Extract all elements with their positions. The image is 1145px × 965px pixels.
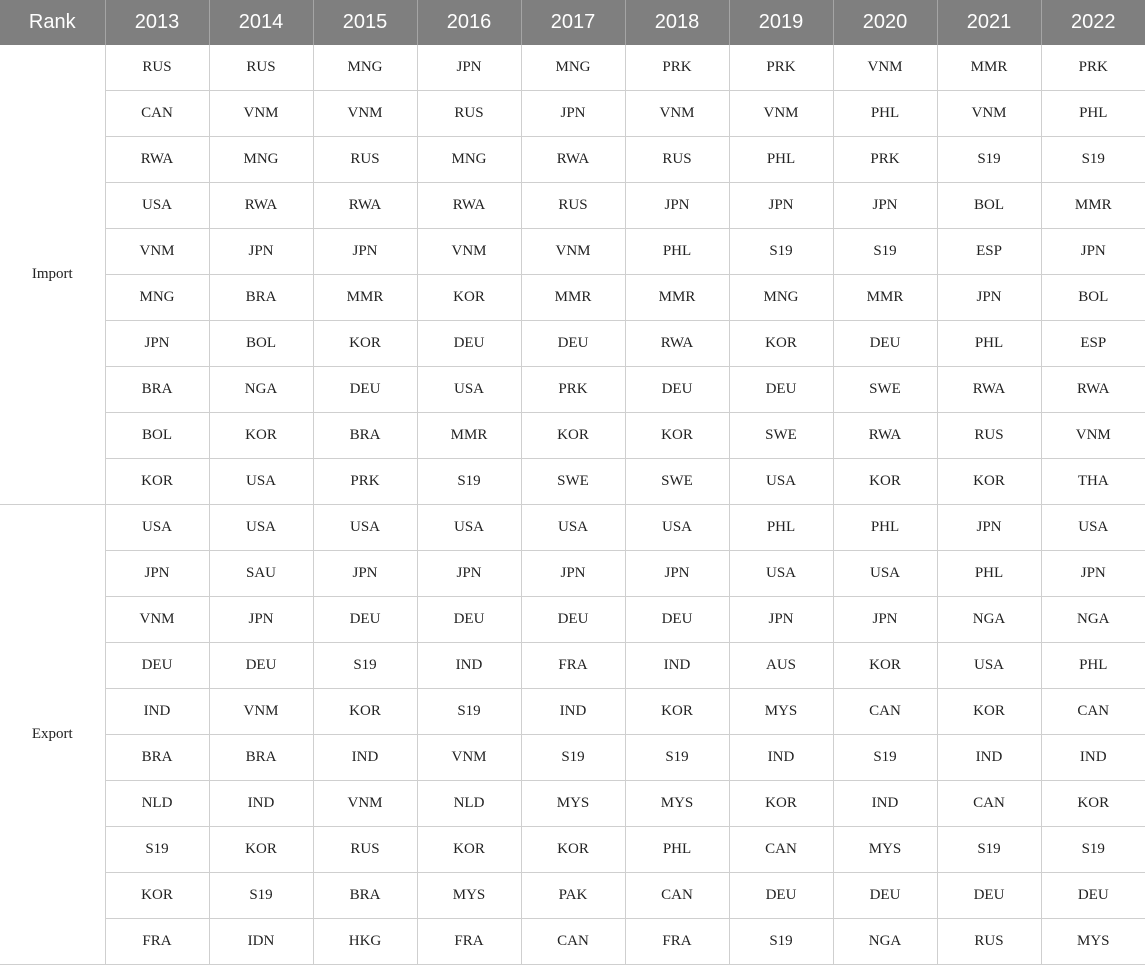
header-year: 2015 — [313, 0, 417, 45]
table-cell: DEU — [833, 873, 937, 919]
table-cell: NLD — [417, 781, 521, 827]
table-cell: MMR — [1041, 183, 1145, 229]
table-cell: MNG — [209, 137, 313, 183]
table-cell: JPN — [833, 597, 937, 643]
table-cell: JPN — [521, 551, 625, 597]
table-cell: RUS — [521, 183, 625, 229]
header-year: 2020 — [833, 0, 937, 45]
table-cell: RUS — [209, 45, 313, 91]
table-row — [0, 45, 1145, 91]
table-cell: CAN — [937, 781, 1041, 827]
table-cell: IND — [937, 735, 1041, 781]
table-cell: IND — [625, 643, 729, 689]
table-cell: S19 — [1041, 137, 1145, 183]
table-cell: VNM — [105, 229, 209, 275]
table-cell: VNM — [105, 597, 209, 643]
table-cell: PRK — [313, 459, 417, 505]
table-row — [0, 137, 1145, 183]
table-cell: VNM — [729, 91, 833, 137]
table-cell: KOR — [521, 827, 625, 873]
table-cell: MYS — [729, 689, 833, 735]
table-row — [0, 919, 1145, 965]
table-cell: MMR — [937, 45, 1041, 91]
table-cell: BOL — [937, 183, 1041, 229]
table-cell: JPN — [1041, 229, 1145, 275]
table-cell: S19 — [417, 459, 521, 505]
table-cell: BRA — [313, 413, 417, 459]
table-cell: RWA — [625, 321, 729, 367]
table-cell: S19 — [209, 873, 313, 919]
table-cell: PAK — [521, 873, 625, 919]
table-cell: CAN — [729, 827, 833, 873]
table-row — [0, 183, 1145, 229]
table-cell: CAN — [833, 689, 937, 735]
table-cell: DEU — [521, 321, 625, 367]
table-cell: RWA — [937, 367, 1041, 413]
table-header — [0, 0, 1145, 45]
table-cell: PRK — [625, 45, 729, 91]
table-cell: DEU — [417, 321, 521, 367]
table-cell: FRA — [105, 919, 209, 965]
table-cell: KOR — [521, 413, 625, 459]
table-cell: RWA — [417, 183, 521, 229]
table-cell: KOR — [313, 689, 417, 735]
table-cell: S19 — [521, 735, 625, 781]
header-rank: Rank — [0, 0, 105, 45]
table-row — [0, 275, 1145, 321]
table-cell: VNM — [937, 91, 1041, 137]
table-cell: MNG — [105, 275, 209, 321]
table-row — [0, 413, 1145, 459]
table-cell: JPN — [105, 321, 209, 367]
table-cell: SWE — [521, 459, 625, 505]
table-cell: VNM — [313, 91, 417, 137]
table-cell: JPN — [105, 551, 209, 597]
table-cell: CAN — [521, 919, 625, 965]
table-cell: USA — [1041, 505, 1145, 551]
table-cell: S19 — [625, 735, 729, 781]
table-cell: S19 — [937, 827, 1041, 873]
table-row — [0, 459, 1145, 505]
table-cell: KOR — [417, 275, 521, 321]
table-cell: IND — [1041, 735, 1145, 781]
table-cell: USA — [729, 551, 833, 597]
table-cell: KOR — [209, 827, 313, 873]
table-cell: THA — [1041, 459, 1145, 505]
table-cell: BOL — [209, 321, 313, 367]
table-cell: JPN — [313, 229, 417, 275]
table-cell: KOR — [833, 459, 937, 505]
table-cell: CAN — [625, 873, 729, 919]
table-cell: MYS — [625, 781, 729, 827]
table-cell: JPN — [1041, 551, 1145, 597]
table-cell: USA — [521, 505, 625, 551]
table-cell: MYS — [833, 827, 937, 873]
table-cell: JPN — [417, 45, 521, 91]
table-cell: RWA — [833, 413, 937, 459]
table-cell: DEU — [313, 367, 417, 413]
header-year: 2018 — [625, 0, 729, 45]
table-cell: MMR — [521, 275, 625, 321]
table-cell: PHL — [625, 827, 729, 873]
table-cell: RUS — [937, 919, 1041, 965]
table-cell: MNG — [313, 45, 417, 91]
table-cell: JPN — [729, 597, 833, 643]
table-cell: PHL — [1041, 91, 1145, 137]
table-cell: IND — [105, 689, 209, 735]
table-row — [0, 735, 1145, 781]
table-cell: VNM — [313, 781, 417, 827]
table-cell: FRA — [625, 919, 729, 965]
table-cell: NGA — [209, 367, 313, 413]
header-row — [0, 0, 1145, 45]
table-cell: PHL — [1041, 643, 1145, 689]
table-cell: JPN — [209, 597, 313, 643]
table-cell: IND — [729, 735, 833, 781]
table-cell: USA — [105, 183, 209, 229]
table-cell: S19 — [313, 643, 417, 689]
table-cell: DEU — [1041, 873, 1145, 919]
table-cell: BRA — [209, 735, 313, 781]
table-cell: MYS — [1041, 919, 1145, 965]
table-cell: S19 — [833, 735, 937, 781]
table-cell: JPN — [729, 183, 833, 229]
table-cell: JPN — [521, 91, 625, 137]
table-cell: PHL — [937, 321, 1041, 367]
table-cell: DEU — [313, 597, 417, 643]
table-cell: KOR — [209, 413, 313, 459]
table-cell: KOR — [313, 321, 417, 367]
group-label-import: Import — [0, 45, 105, 505]
table-cell: KOR — [417, 827, 521, 873]
table-cell: MNG — [417, 137, 521, 183]
table-cell: FRA — [417, 919, 521, 965]
table-cell: DEU — [105, 643, 209, 689]
table-cell: DEU — [937, 873, 1041, 919]
table-cell: DEU — [625, 597, 729, 643]
table-cell: MMR — [417, 413, 521, 459]
table-cell: RUS — [105, 45, 209, 91]
table-cell: IND — [209, 781, 313, 827]
table-cell: RUS — [937, 413, 1041, 459]
table-cell: VNM — [521, 229, 625, 275]
table-cell: USA — [313, 505, 417, 551]
table-cell: KOR — [833, 643, 937, 689]
table-cell: JPN — [417, 551, 521, 597]
table-cell: USA — [729, 459, 833, 505]
table-cell: JPN — [625, 183, 729, 229]
group-label-export: Export — [0, 505, 105, 965]
table-cell: MNG — [521, 45, 625, 91]
table-cell: VNM — [209, 689, 313, 735]
table-cell: S19 — [937, 137, 1041, 183]
table-cell: BRA — [105, 367, 209, 413]
table-cell: JPN — [937, 505, 1041, 551]
table-cell: NGA — [937, 597, 1041, 643]
header-year: 2014 — [209, 0, 313, 45]
table-cell: KOR — [937, 689, 1041, 735]
table-cell: BRA — [313, 873, 417, 919]
table-cell: JPN — [833, 183, 937, 229]
table-cell: USA — [937, 643, 1041, 689]
table-cell: RUS — [313, 137, 417, 183]
table-cell: IND — [833, 781, 937, 827]
table-cell: RWA — [105, 137, 209, 183]
table-row — [0, 827, 1145, 873]
table-cell: JPN — [625, 551, 729, 597]
table-cell: RUS — [313, 827, 417, 873]
table-cell: VNM — [209, 91, 313, 137]
table-cell: DEU — [209, 643, 313, 689]
header-year: 2019 — [729, 0, 833, 45]
table-cell: NLD — [105, 781, 209, 827]
table-cell: HKG — [313, 919, 417, 965]
table-cell: BRA — [105, 735, 209, 781]
table-cell: PRK — [1041, 45, 1145, 91]
table-cell: S19 — [105, 827, 209, 873]
table-cell: MNG — [729, 275, 833, 321]
table-cell: CAN — [105, 91, 209, 137]
table-cell: ESP — [1041, 321, 1145, 367]
table-cell: KOR — [625, 413, 729, 459]
table-cell: CAN — [1041, 689, 1145, 735]
header-year: 2017 — [521, 0, 625, 45]
table-cell: SWE — [833, 367, 937, 413]
table-cell: MMR — [625, 275, 729, 321]
table-row — [0, 367, 1145, 413]
table-cell: SWE — [729, 413, 833, 459]
table-cell: RUS — [625, 137, 729, 183]
table-row — [0, 91, 1145, 137]
table-cell: PRK — [833, 137, 937, 183]
table-cell: SAU — [209, 551, 313, 597]
table-cell: DEU — [729, 367, 833, 413]
table-cell: DEU — [729, 873, 833, 919]
table-cell: USA — [417, 505, 521, 551]
table-cell: USA — [209, 459, 313, 505]
table-cell: RWA — [1041, 367, 1145, 413]
table-row — [0, 505, 1145, 551]
table-cell: MYS — [417, 873, 521, 919]
table-cell: DEU — [625, 367, 729, 413]
table-cell: DEU — [521, 597, 625, 643]
table-cell: DEU — [417, 597, 521, 643]
table-cell: KOR — [625, 689, 729, 735]
table-cell: RUS — [417, 91, 521, 137]
table-cell: S19 — [833, 229, 937, 275]
table-cell: MMR — [833, 275, 937, 321]
header-year: 2013 — [105, 0, 209, 45]
table-cell: IDN — [209, 919, 313, 965]
table-cell: NGA — [1041, 597, 1145, 643]
table-cell: VNM — [833, 45, 937, 91]
table-cell: KOR — [937, 459, 1041, 505]
table-cell: VNM — [417, 735, 521, 781]
table-row — [0, 597, 1145, 643]
header-year: 2022 — [1041, 0, 1145, 45]
table-cell: MMR — [313, 275, 417, 321]
table-cell: PHL — [729, 137, 833, 183]
table-cell: VNM — [417, 229, 521, 275]
table-row — [0, 643, 1145, 689]
table-cell: BOL — [1041, 275, 1145, 321]
table-cell: MYS — [521, 781, 625, 827]
table-cell: FRA — [521, 643, 625, 689]
table-cell: AUS — [729, 643, 833, 689]
table-cell: USA — [105, 505, 209, 551]
table-cell: JPN — [313, 551, 417, 597]
table-cell: ESP — [937, 229, 1041, 275]
table-row — [0, 781, 1145, 827]
table-cell: BOL — [105, 413, 209, 459]
table-row — [0, 229, 1145, 275]
table-cell: JPN — [937, 275, 1041, 321]
table-cell: S19 — [729, 229, 833, 275]
table-cell: PRK — [729, 45, 833, 91]
table-cell: VNM — [1041, 413, 1145, 459]
table-row — [0, 551, 1145, 597]
table-cell: USA — [625, 505, 729, 551]
header-year: 2021 — [937, 0, 1041, 45]
table-cell: S19 — [417, 689, 521, 735]
table-cell: PHL — [833, 91, 937, 137]
table-cell: USA — [209, 505, 313, 551]
table-cell: KOR — [729, 321, 833, 367]
table-cell: IND — [313, 735, 417, 781]
table-row — [0, 321, 1145, 367]
table-cell: SWE — [625, 459, 729, 505]
table-cell: KOR — [1041, 781, 1145, 827]
table-cell: IND — [521, 689, 625, 735]
table-cell: PHL — [625, 229, 729, 275]
table-cell: VNM — [625, 91, 729, 137]
table-cell: PHL — [833, 505, 937, 551]
table-cell: PHL — [729, 505, 833, 551]
table-cell: USA — [833, 551, 937, 597]
table-cell: USA — [417, 367, 521, 413]
table-cell: RWA — [313, 183, 417, 229]
table-cell: JPN — [209, 229, 313, 275]
table-cell: KOR — [105, 873, 209, 919]
table-cell: NGA — [833, 919, 937, 965]
header-year: 2016 — [417, 0, 521, 45]
table-cell: IND — [417, 643, 521, 689]
table-cell: BRA — [209, 275, 313, 321]
table-cell: PHL — [937, 551, 1041, 597]
table-row — [0, 689, 1145, 735]
table-cell: S19 — [729, 919, 833, 965]
table-cell: KOR — [105, 459, 209, 505]
table-cell: S19 — [1041, 827, 1145, 873]
table-cell: PRK — [521, 367, 625, 413]
table-cell: RWA — [209, 183, 313, 229]
table-row — [0, 873, 1145, 919]
table-cell: DEU — [833, 321, 937, 367]
table-cell: RWA — [521, 137, 625, 183]
table-body — [0, 45, 1145, 965]
table-cell: KOR — [729, 781, 833, 827]
